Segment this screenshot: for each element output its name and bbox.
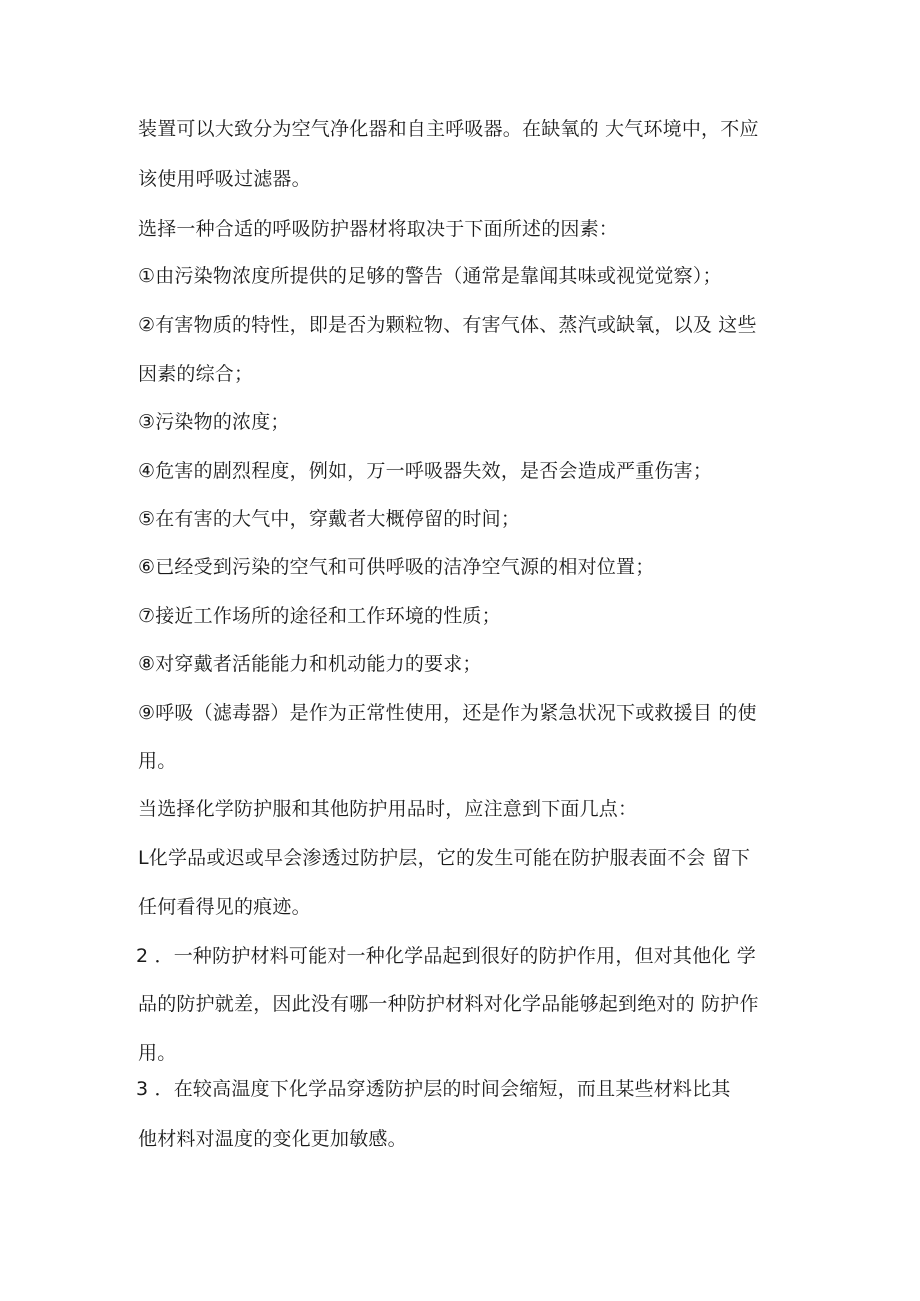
text-line: 因素的综合； <box>138 363 254 385</box>
list-item: ②有害物质的特性，即是否为颗粒物、有害气体、蒸汽或缺氧，以及 这些 <box>138 314 757 336</box>
list-item: ⑦接近工作场所的途径和工作环境的性质； <box>138 605 501 627</box>
list-item: ⑨呼吸（滤毒器）是作为正常性使用，还是作为紧急状况下或救援目 的使 <box>138 702 757 724</box>
list-item: ⑤在有害的大气中，穿戴者大概停留的时间； <box>138 508 521 530</box>
text-line: 品的防护就差，因此没有哪一种防护材料对化学品能够起到绝对的 防护作 <box>138 993 759 1015</box>
text-line: 该使用呼吸过滤器。 <box>138 168 311 190</box>
text-line: 任何看得见的痕迹。 <box>138 896 311 918</box>
list-item: ③污染物的浓度； <box>138 411 290 433</box>
text-line: 用。 <box>138 750 177 772</box>
text-line: 装置可以大致分为空气净化器和自主呼吸器。在缺氧的 大气环境中，不应 <box>138 118 759 140</box>
text-line: 当选择化学防护服和其他防护用品时，应注意到下面几点： <box>138 798 638 820</box>
list-item: L化学品或迟或早会渗透过防护层，它的发生可能在防护服表面不会 留下 <box>138 847 751 869</box>
text-line: 他材料对温度的变化更加敏感。 <box>138 1128 407 1150</box>
list-item: 2 ．一种防护材料可能对一种化学品起到很好的防护作用，但对其他化 学 <box>136 945 756 967</box>
text-line: 选择一种合适的呼吸防护器材将取决于下面所述的因素： <box>138 218 619 240</box>
text-line: 用。 <box>138 1042 177 1064</box>
list-item: ⑧对穿戴者活能能力和机动能力的要求； <box>138 653 482 675</box>
list-item: ①由污染物浓度所提供的足够的警告（通常是靠闻其味或视觉觉察）； <box>138 265 722 287</box>
list-item: 3 ．在较高温度下化学品穿透防护层的时间会缩短，而且某些材料比其 <box>136 1078 731 1100</box>
list-item: ④危害的剧烈程度，例如，万一呼吸器失效，是否会造成严重伤害； <box>138 460 713 482</box>
list-item: ⑥已经受到污染的空气和可供呼吸的洁净空气源的相对位置； <box>138 556 655 578</box>
